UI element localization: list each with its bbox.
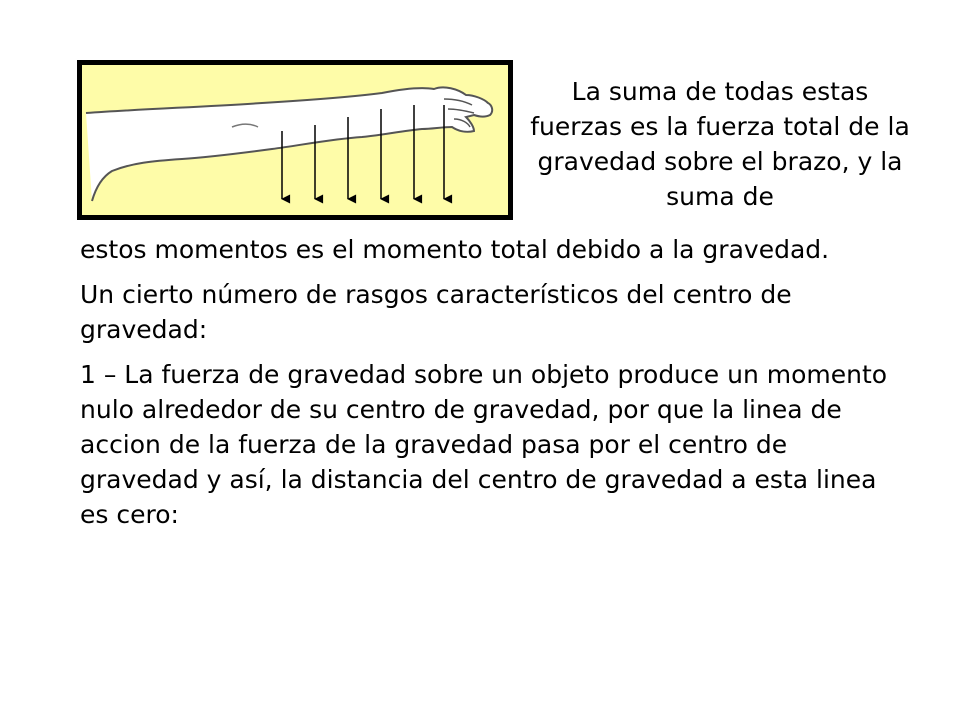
arm-figure <box>77 60 513 220</box>
arm-outline <box>86 87 492 201</box>
body-text <box>80 232 900 542</box>
side-paragraph: La suma de todas estas fuerzas es la fuerza total de la gravedad sobre el brazo, y la suma de <box>530 77 910 211</box>
feature-1-paragraph: 1 – La fuerza de gravedad sobre un objeto produce un momento nulo alrededor de su centro de gravedad, por que la linea de accion de la fuerza de la gravedad pasa por el centro de gravedad y así, la distancia del centro de gravedad a esta linea es cero: <box>80 360 888 529</box>
continuation-paragraph: estos momentos es el momento total debido a la gravedad. <box>80 235 830 264</box>
features-intro-paragraph: Un cierto número de rasgos característicos del centro de gravedad: <box>80 280 792 344</box>
arm-with-gravity-force-arrows-icon <box>82 65 508 215</box>
